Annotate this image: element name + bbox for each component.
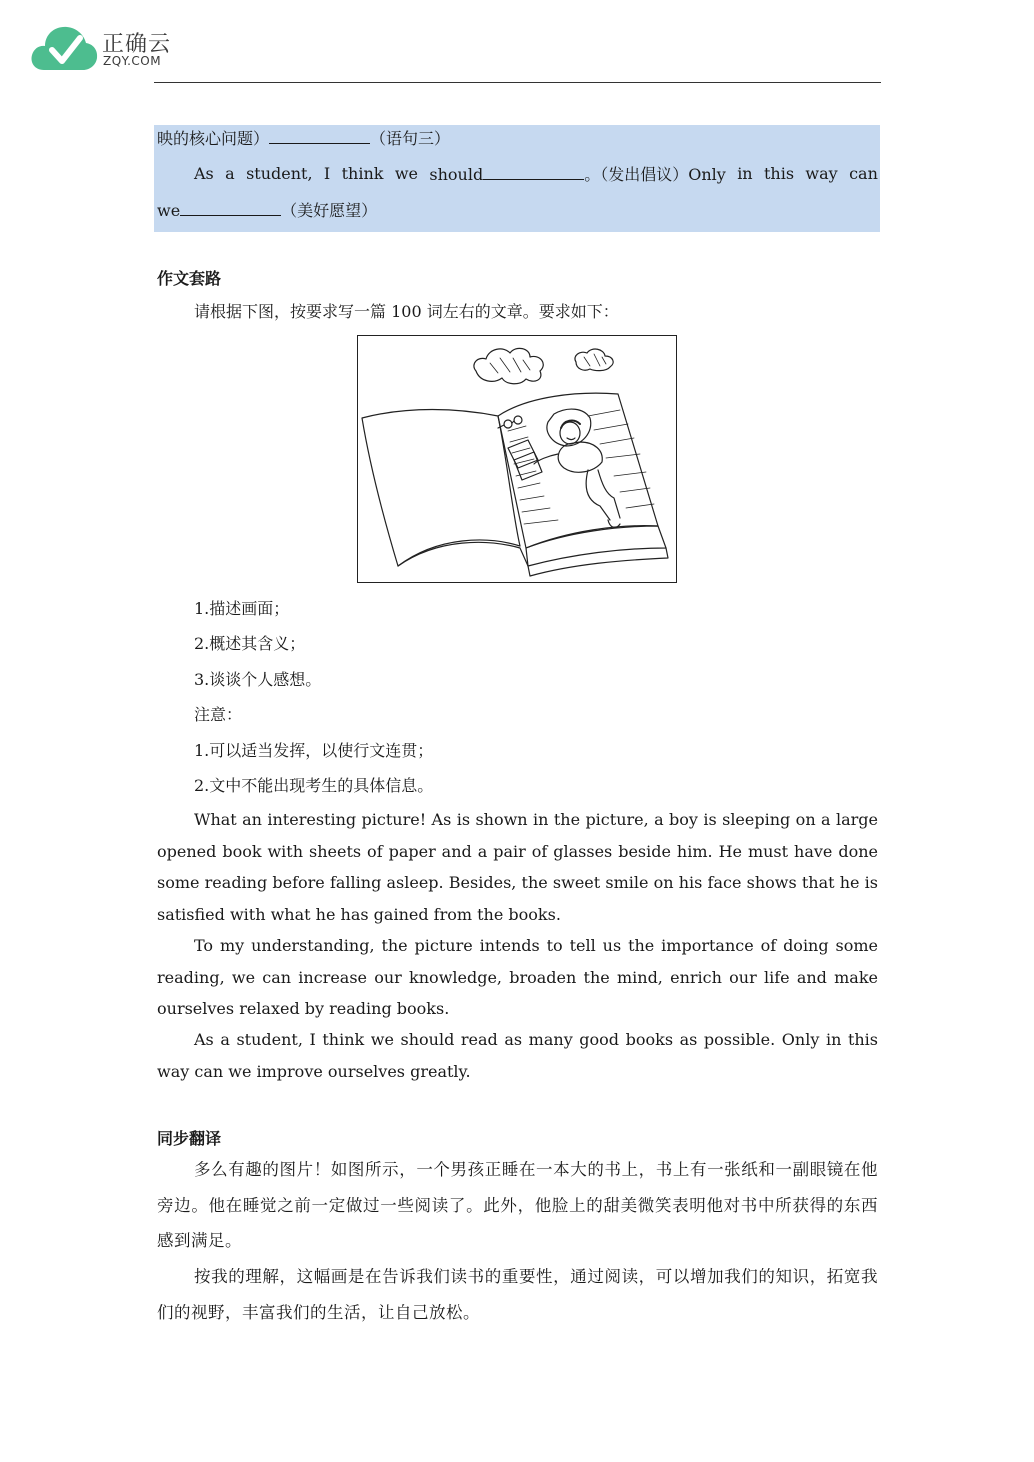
requirement-item: 2.概述其含义； [194,634,306,653]
translation-paragraph: 多么有趣的图片！如图所示，一个男孩正睡在一本大的书上，书上有一张纸和一副眼镜在他旁边。他在睡觉之前一定做过一些阅读了。此外，他脸上的甜美微笑表明他对书中所获得的东西感到满足。 [157,1160,878,1250]
template-line-2 [194,164,878,185]
logo-domain: ZQY.COM [103,54,162,68]
writing-prompt: 请根据下图，按要求写一篇 100 词左右的文章。要求如下： [194,302,619,321]
site-logo[interactable] [30,22,190,74]
template-note: （美好愿望） [281,201,378,220]
cloud-check-icon [30,22,98,74]
template-note: （语句三） [370,129,451,148]
fill-blank [180,200,281,216]
template-text: 映的核心问题） [157,129,270,148]
template-word: in [737,164,753,183]
book-drawing [358,336,675,581]
template-word: As [194,164,214,183]
note-item: 1.可以适当发挥，以使行文连贯； [194,741,434,760]
template-word: I [323,164,331,183]
template-line-1 [157,128,878,149]
section-heading-writing: 作文套路 [157,269,222,288]
requirement-item: 1.描述画面； [194,599,290,618]
logo-name: 正确云 [102,32,172,57]
template-word: this [763,164,795,183]
illustration-boy-sleeping-on-book [357,335,677,583]
note-item: 2.文中不能出现考生的具体信息。 [194,776,434,795]
template-word: we [157,201,181,220]
template-line-3 [157,200,878,221]
section-heading-translation: 同步翻译 [157,1129,222,1148]
essay-paragraph: To my understanding, the picture intends to tell us the importance of doing some reading, we can increase our knowledge, broaden the mind, enrich our life and make ourselves relaxed by reading books. [157,936,878,1018]
essay-paragraph: What an interesting picture! As is shown in the picture, a boy is sleeping on a large opened book with sheets of paper and a pair of glasses beside him. He must have done some reading before falling asleep. Besides, the sweet smile on his face shows that he is satisfied with what he has gained from the books. [157,810,878,924]
template-word: way [805,164,838,183]
template-word: student, [246,164,313,183]
essay-paragraph: As a student, I think we should read as many good books as possible. Only in this way can we improve ourselves greatly. [157,1030,878,1081]
template-segment [429,164,725,185]
requirement-item: 3.谈谈个人感想。 [194,670,322,689]
note-label: 注意： [194,705,243,724]
template-word: think [341,164,384,183]
translation-paragraph: 按我的理解，这幅画是在告诉我们读书的重要性，通过阅读，可以增加我们的知识，拓宽我们的视野，丰富我们的生活，让自己放松。 [157,1267,878,1322]
fill-blank [269,128,370,144]
template-word: a [225,164,235,183]
template-word: should [429,165,484,184]
template-word: we [394,164,419,183]
template-word: can [849,164,878,183]
template-note: 。（发出倡议）Only [584,165,726,184]
fill-blank [483,164,584,180]
header-divider [154,82,881,83]
